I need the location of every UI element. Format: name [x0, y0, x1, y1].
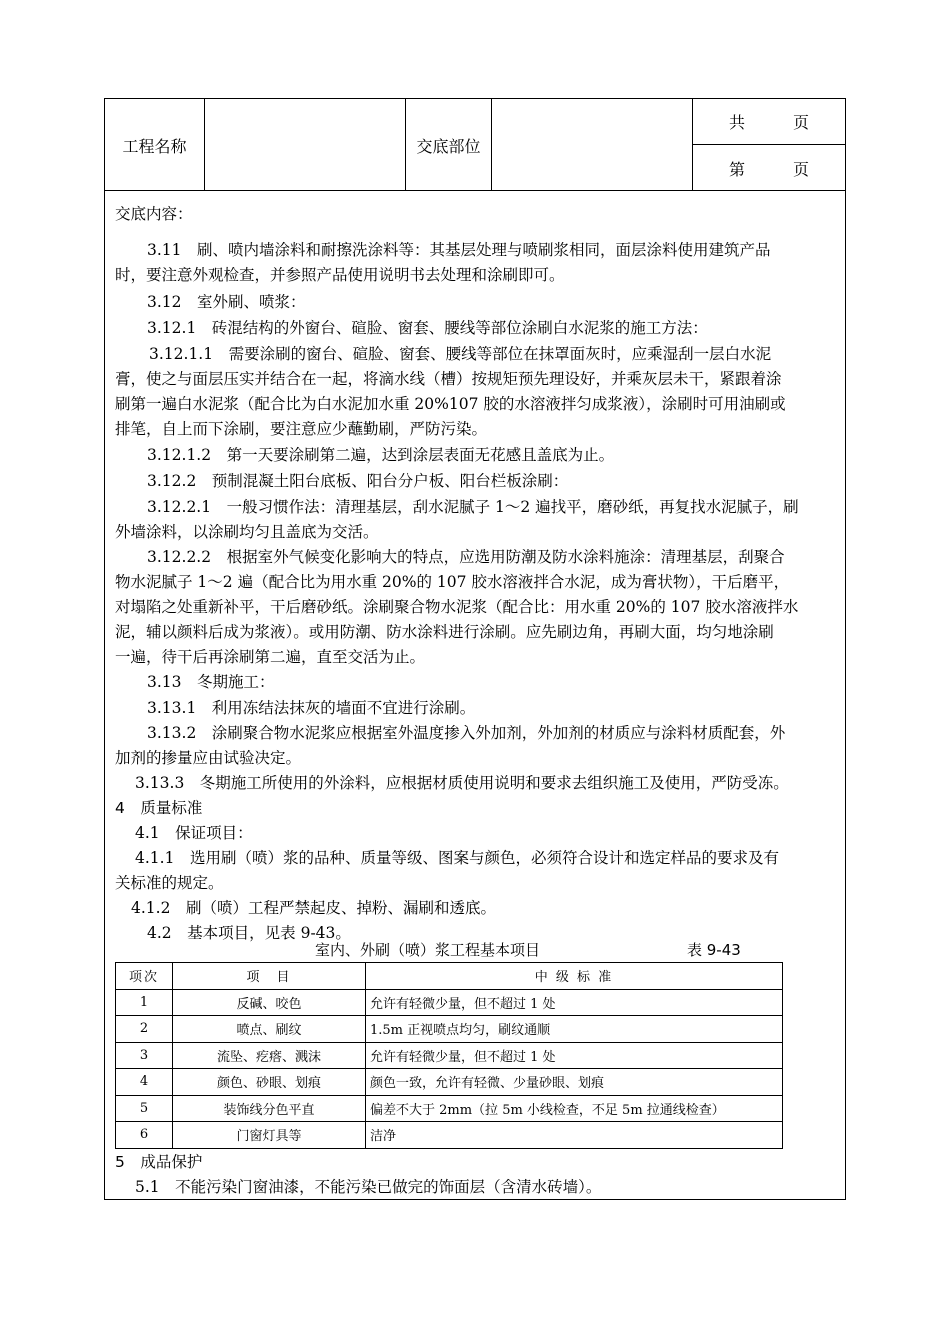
paragraph-line: 4.2 基本项目，见表 9-43。 — [147, 924, 351, 942]
table-caption — [115, 939, 839, 961]
table-row — [116, 1122, 783, 1149]
table-number: 表 9-43 — [687, 941, 741, 959]
paragraph-line: 3.13.2 涂刷聚合物水泥浆应根据室外温度掺入外加剂，外加剂的材质应与涂料材质配套，外 — [147, 724, 786, 742]
row-item: 颜色、砂眼、划痕 — [173, 1069, 366, 1096]
paragraph-line: 一遍，待干后再涂刷第二遍，直至交活为止。 — [115, 648, 426, 666]
table-row — [116, 1042, 783, 1069]
row-index: 6 — [116, 1122, 173, 1149]
col-header-standard: 中 级 标 准 — [366, 963, 783, 990]
paragraph-line: 加剂的掺量应由试验决定。 — [115, 749, 302, 767]
row-standard: 允许有轻微少量，但不超过 1 处 — [366, 989, 783, 1016]
row-item: 喷点、刷纹 — [173, 1016, 366, 1043]
paragraph-line: 3.11 刷、喷内墙涂料和耐擦洗涂料等：其基层处理与喷刷浆相同，面层涂料使用建筑产品 — [147, 241, 771, 259]
row-standard: 允许有轻微少量，但不超过 1 处 — [366, 1042, 783, 1069]
intro-label: 交底内容： — [115, 205, 193, 223]
total-pages-label: 共 页 — [728, 113, 809, 132]
form-header — [105, 99, 845, 191]
paragraph-line: 5.1 不能污染门窗油漆，不能污染已做完的饰面层（含清水砖墙）。 — [135, 1178, 602, 1196]
paragraph-line: 物水泥腻子 1～2 遍（配合比为用水重 20%的 107 胶水溶液拌合水泥，成为膏状物），干后磨平， — [115, 573, 790, 591]
section-label: 交底部位 — [406, 99, 492, 191]
table-header-row — [116, 963, 783, 990]
paragraph-line: 3.13 冬期施工： — [147, 673, 275, 691]
paragraph-line: 4.1 保证项目： — [135, 824, 253, 842]
paragraph-line: 关标准的规定。 — [115, 874, 224, 892]
page-number-label: 第 页 — [728, 159, 809, 179]
section-heading: 4 质量标准 — [115, 799, 203, 817]
paragraph-line: 3.13.3 冬期施工所使用的外涂料，应根据材质使用说明和要求去组织施工及使用，严防受冻。 — [135, 774, 789, 792]
table-title: 室内、外刷（喷）浆工程基本项目 — [315, 941, 541, 959]
section-heading: 5 成品保护 — [115, 1153, 203, 1171]
paragraph-line: 3.12 室外刷、喷浆： — [147, 293, 306, 311]
page-number-cell — [693, 145, 845, 191]
row-standard: 颜色一致，允许有轻微、少量砂眼、划痕 — [366, 1069, 783, 1096]
paragraph-line: 3.12.2.1 一般习惯作法：清理基层，刮水泥腻子 1～2 遍找平，磨砂纸，再复找水泥腻子，刷 — [147, 498, 799, 516]
table-row — [116, 1069, 783, 1096]
project-name-field[interactable] — [205, 99, 406, 191]
col-header-index: 项次 — [116, 963, 173, 990]
paragraph-line: 对塌陷之处重新补平，干后磨砂纸。涂刷聚合物水泥浆（配合比：用水重 20%的 107 胶水溶液拌水 — [115, 598, 799, 616]
row-index: 3 — [116, 1042, 173, 1069]
row-standard: 1.5m 正视喷点均匀，刷纹通顺 — [366, 1016, 783, 1043]
paragraph-line: 3.13.1 利用冻结法抹灰的墙面不宜进行涂刷。 — [147, 699, 476, 717]
paragraph-line: 3.12.2.2 根据室外气候变化影响大的特点，应选用防潮及防水涂料施涂：清理基层，刮聚合 — [147, 548, 785, 566]
paragraph-line: 排笔，自上而下涂刷，要注意应少蘸勤刷，严防污染。 — [115, 420, 488, 438]
paragraph-line: 刷第一遍白水泥浆（配合比为白水泥加水重 20%107 胶的水溶液拌匀成浆液），涂刷时可用油刷或 — [115, 395, 786, 413]
row-index: 5 — [116, 1095, 173, 1122]
row-standard: 洁净 — [366, 1122, 783, 1149]
row-standard: 偏差不大于 2mm（拉 5m 小线检查，不足 5m 拉通线检查） — [366, 1095, 783, 1122]
row-item: 门窗灯具等 — [173, 1122, 366, 1149]
row-index: 2 — [116, 1016, 173, 1043]
table-row — [116, 1095, 783, 1122]
row-index: 1 — [116, 989, 173, 1016]
paragraph-line: 时，要注意外观检查，并参照产品使用说明书去处理和涂刷即可。 — [115, 266, 565, 284]
paragraph-line: 4.1.1 选用刷（喷）浆的品种、质量等级、图案与颜色，必须符合设计和选定样品的要求及有 — [135, 849, 779, 867]
row-index: 4 — [116, 1069, 173, 1096]
paragraph-line: 泥，辅以颜料后成为浆液）。或用防潮、防水涂料进行涂刷。应先刷边角，再刷大面，均匀地涂刷 — [115, 623, 774, 641]
paragraph-line: 外墙涂料，以涂刷均匀且盖底为交活。 — [115, 523, 379, 541]
row-item: 装饰线分色平直 — [173, 1095, 366, 1122]
row-item: 反碱、咬色 — [173, 989, 366, 1016]
total-pages-cell — [693, 99, 845, 145]
table-row — [116, 1016, 783, 1043]
paragraph-line: 膏，使之与面层压实并结合在一起，将滴水线（槽）按规矩预先理设好，并乘灰层未干，紧跟着涂 — [115, 370, 782, 388]
paragraph-line: 3.12.2 预制混凝土阳台底板、阳台分户板、阳台栏板涂刷： — [147, 472, 569, 490]
paragraph-line: 4.1.2 刷（喷）工程严禁起皮、掉粉、漏刷和透底。 — [131, 899, 496, 917]
paragraph-line: 3.12.1.1 需要涂刷的窗台、碹脸、窗套、腰线等部位在抹罩面灰时，应乘湿刮一层白水泥 — [149, 345, 772, 363]
quality-items-table — [115, 962, 783, 1149]
project-name-label: 工程名称 — [105, 99, 205, 191]
table-row — [116, 989, 783, 1016]
disclosure-form — [104, 98, 846, 1200]
paragraph-line: 3.12.1 砖混结构的外窗台、碹脸、窗套、腰线等部位涂刷白水泥浆的施工方法： — [147, 319, 708, 337]
col-header-item: 项 目 — [173, 963, 366, 990]
paragraph-line: 3.12.1.2 第一天要涂刷第二遍，达到涂层表面无花感且盖底为止。 — [147, 446, 615, 464]
row-item: 流坠、疙瘩、溅沫 — [173, 1042, 366, 1069]
section-field[interactable] — [492, 99, 693, 191]
